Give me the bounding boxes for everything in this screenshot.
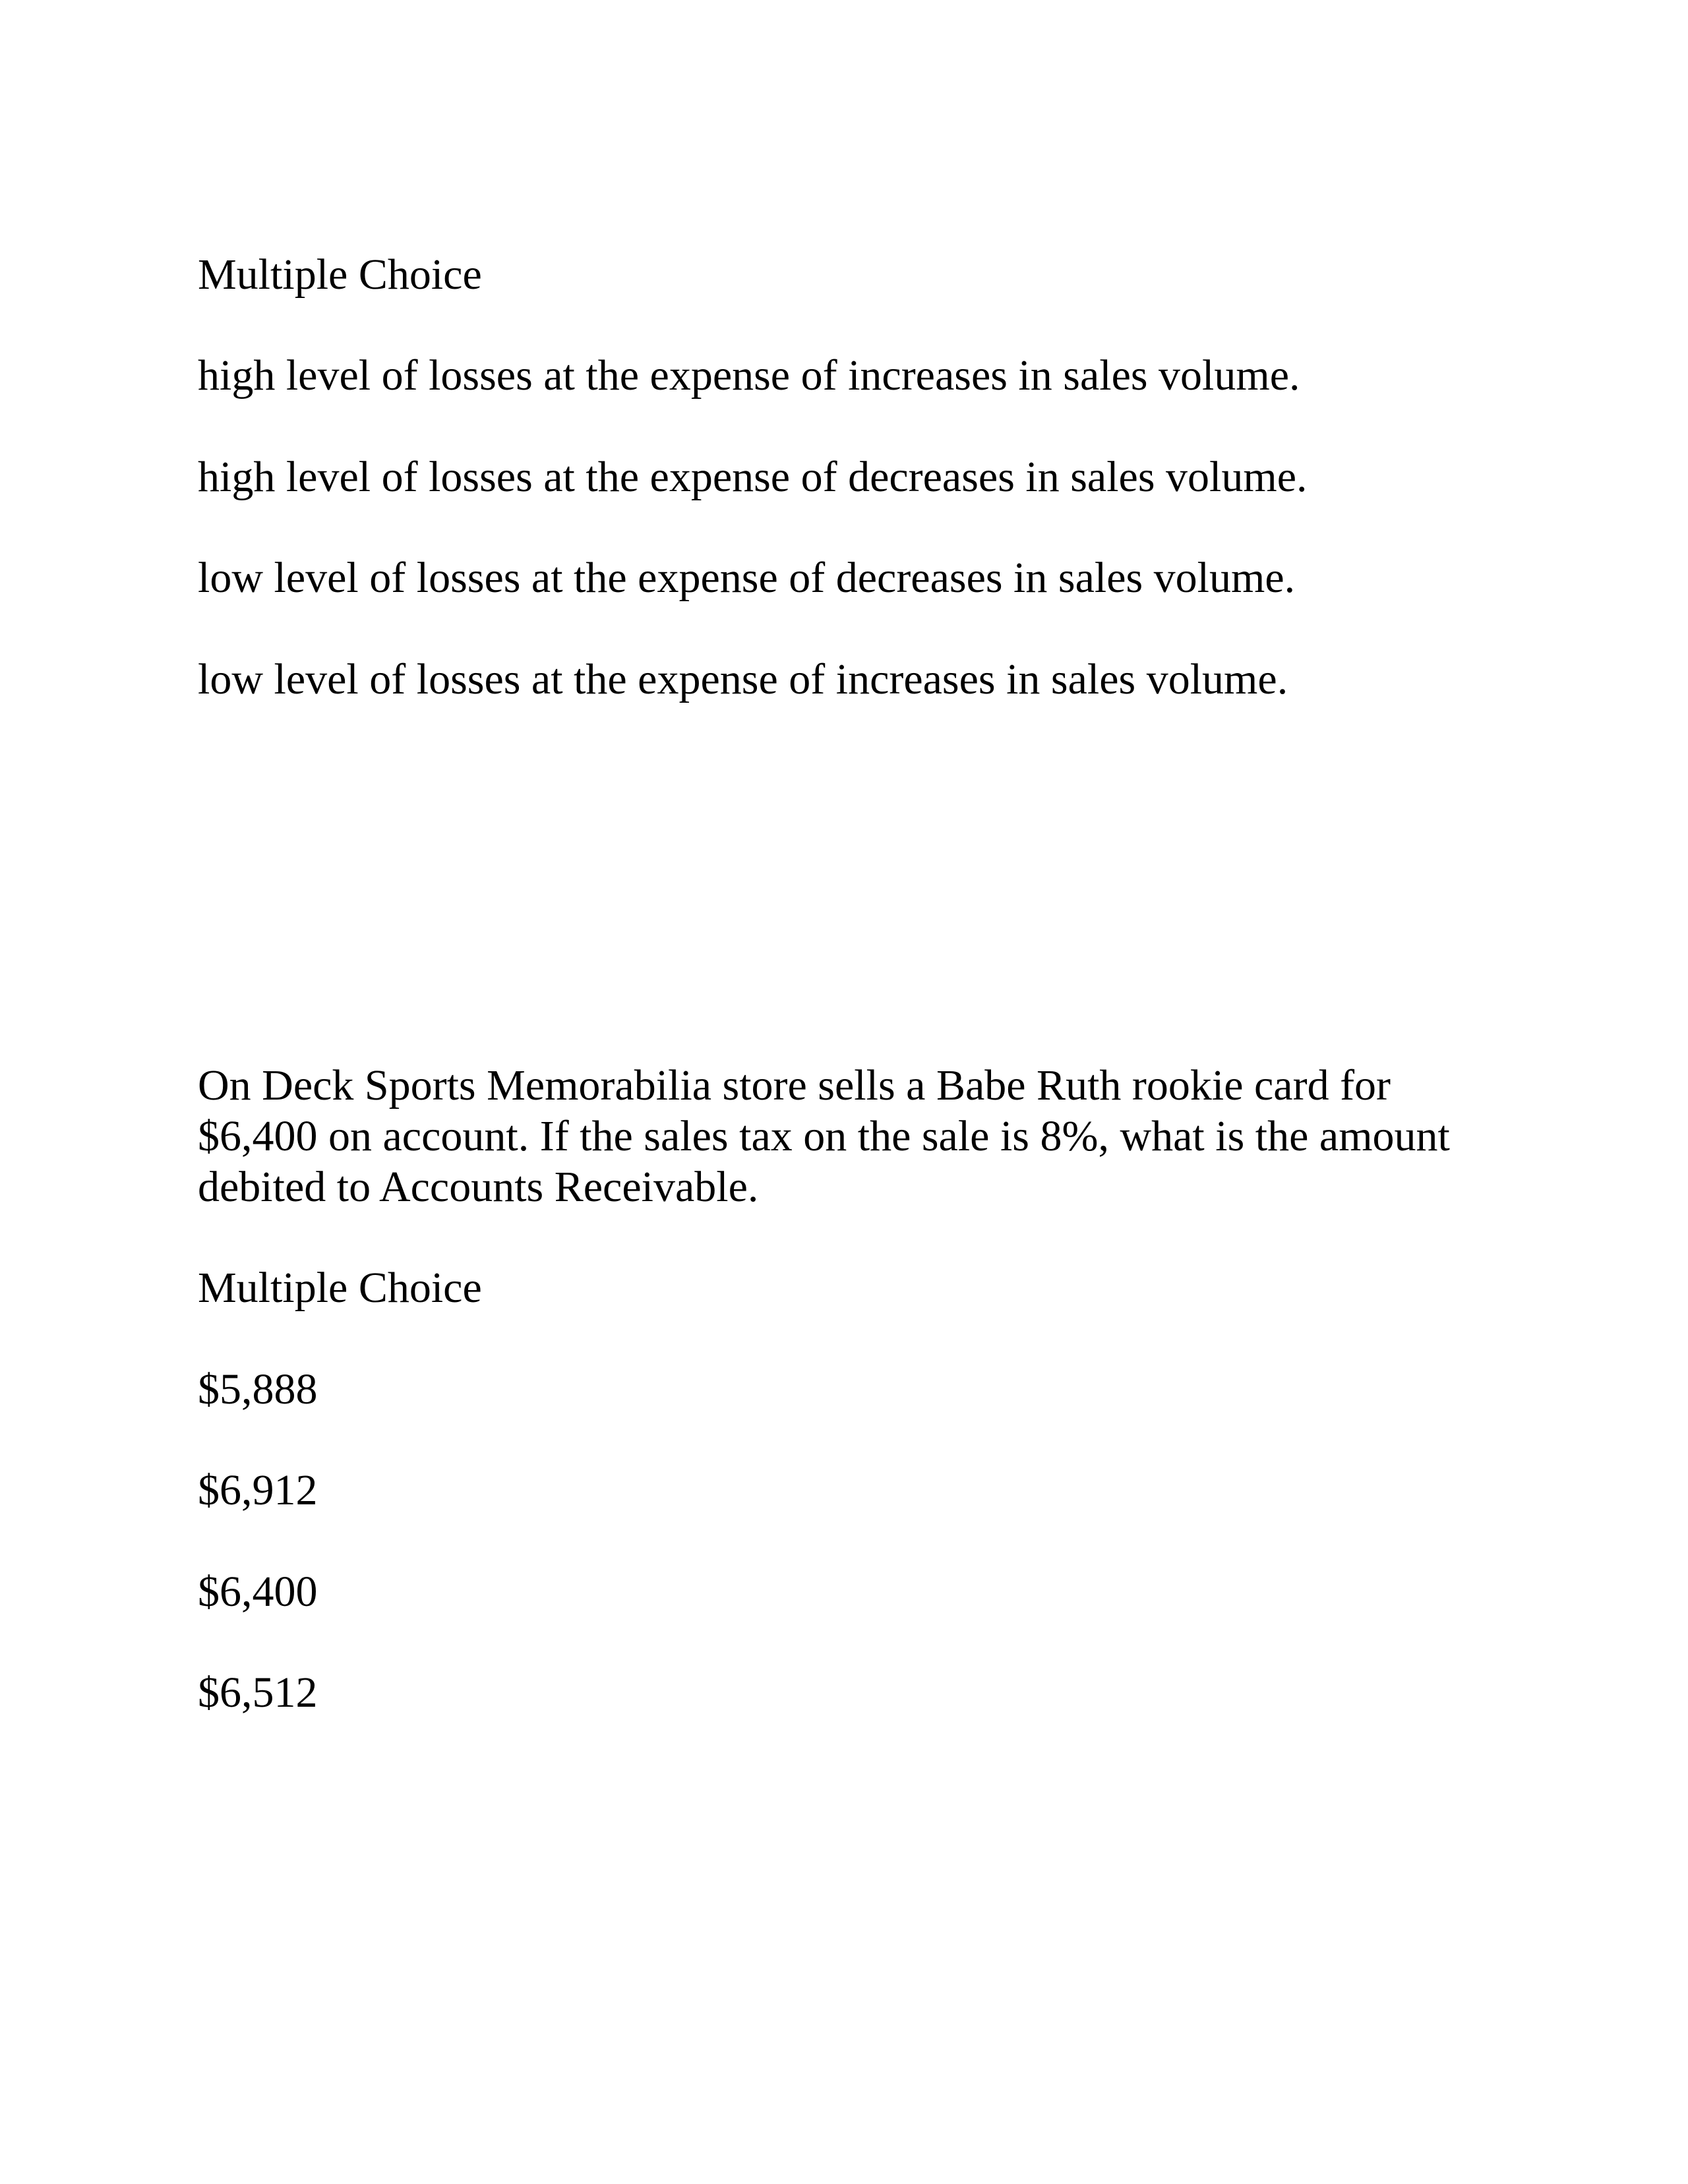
q2-option-a[interactable]: $5,888 xyxy=(198,1365,318,1413)
q1-option-d[interactable]: low level of losses at the expense of increases in sales volume. xyxy=(198,655,1288,703)
q1-option-b[interactable]: high level of losses at the expense of decreases in sales volume. xyxy=(198,453,1308,501)
q2-prompt-line-2: $6,400 on account. If the sales tax on the sale is 8%, what is the amount xyxy=(198,1112,1450,1160)
q2-heading: Multiple Choice xyxy=(198,1264,482,1312)
q2-option-c[interactable]: $6,400 xyxy=(198,1568,318,1616)
q1-option-c[interactable]: low level of losses at the expense of decreases in sales volume. xyxy=(198,554,1296,602)
q2-prompt-line-3: debited to Accounts Receivable. xyxy=(198,1163,759,1211)
q2-prompt-line-1: On Deck Sports Memorabilia store sells a Babe Ruth rookie card for xyxy=(198,1061,1391,1109)
q2-option-b[interactable]: $6,912 xyxy=(198,1466,318,1514)
q1-heading: Multiple Choice xyxy=(198,251,482,299)
q2-option-d[interactable]: $6,512 xyxy=(198,1668,318,1717)
q1-option-a[interactable]: high level of losses at the expense of increases in sales volume. xyxy=(198,351,1300,399)
